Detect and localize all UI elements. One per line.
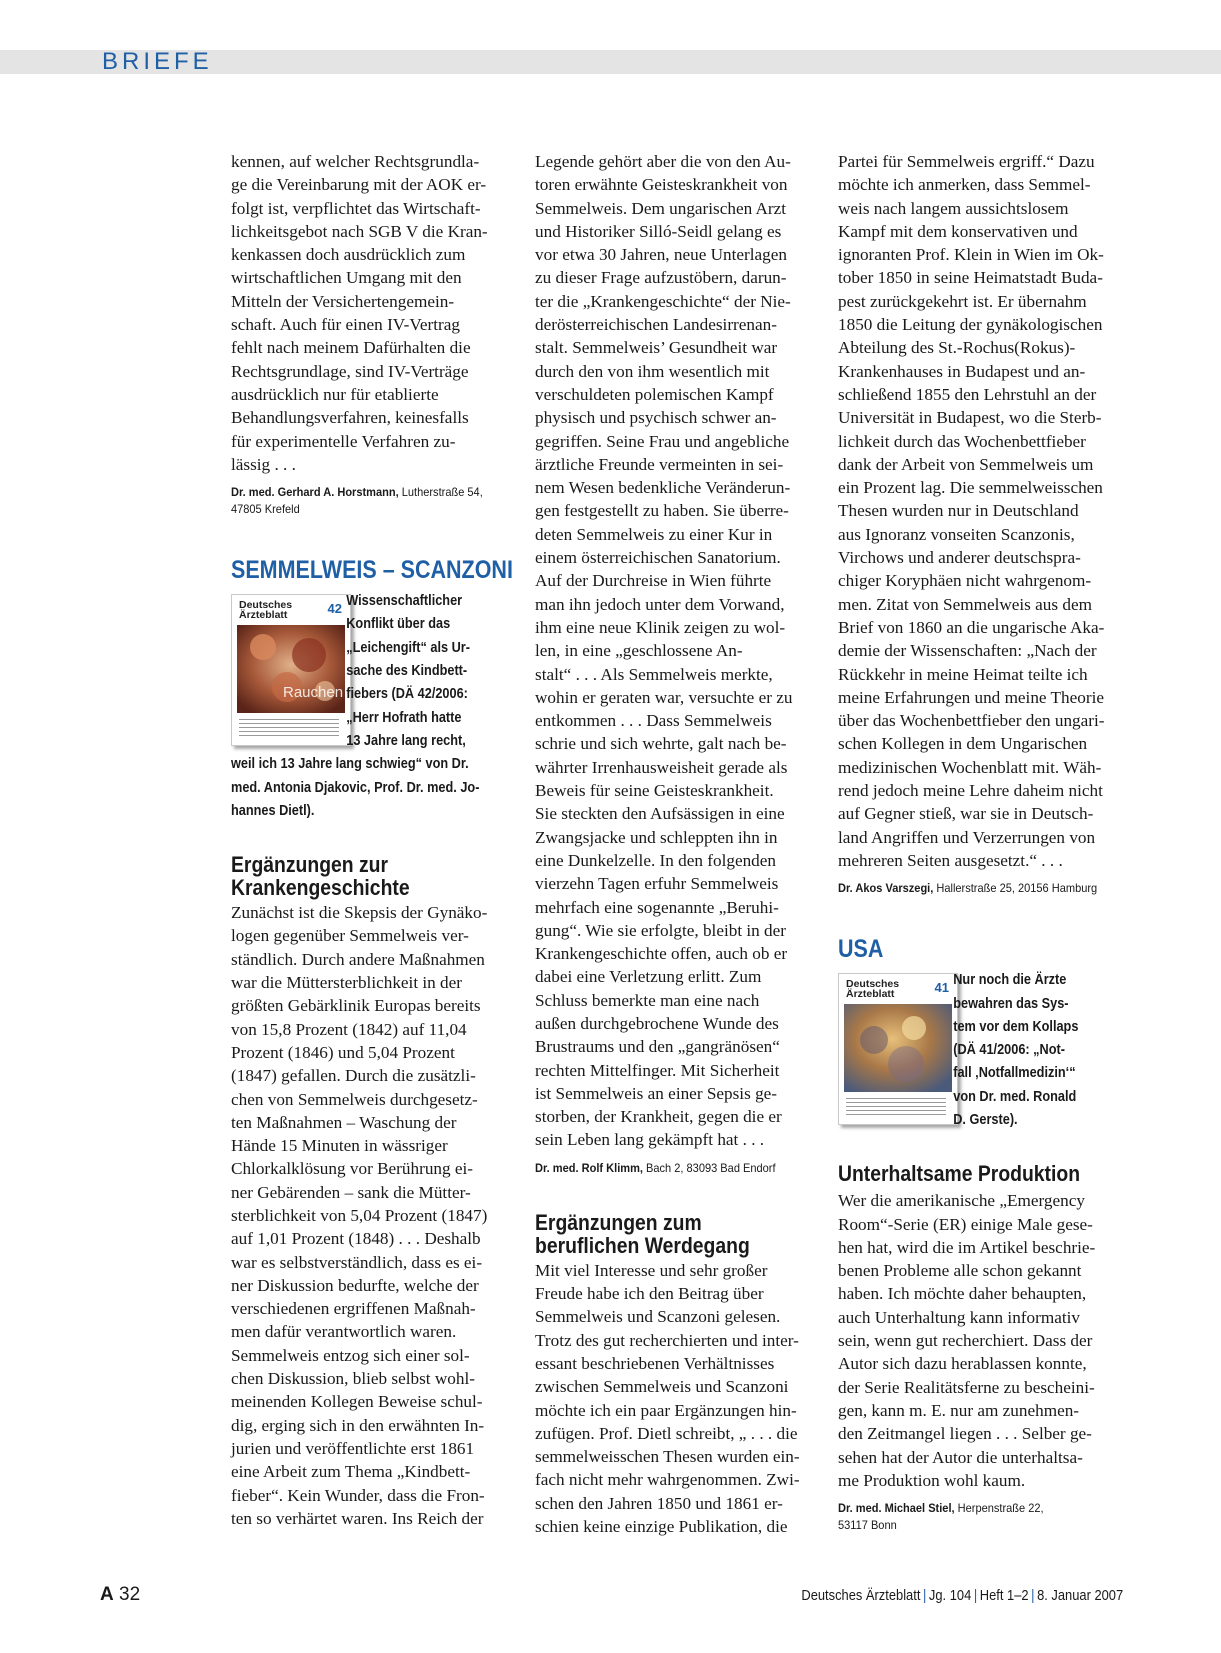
column-3: [838, 150, 1126, 1534]
letter-text-horstmann: kennen, auf welcher Rechtsgrundla- ge die Vereinbarung mit der AOK er- folgt ist, verpflichtet das Wirtschaft- lichkeitsgebot nach SGB V die Kran- kenkassen doch ausdrücklich zum wirtschaftlichen Umgang mit den Mitteln der Versichertengemein- schaft. Auch für einen IV-Vertrag fehlt nach meinem Dafürhalten die Rechtsgrundlage, sind IV-Verträge ausdrücklich nur für etablierte Behandlungsverfahren, keinesfalls für experimentelle Verfahren zu- lässig . . .: [231, 152, 488, 474]
letter-text-varszegi-part1: Mit viel Interesse und sehr großer Freude habe ich den Beitrag über Semmelweis und Scanzoni gelesen. Trotz des gut recherchierten und inter- essant beschriebenen Verhältnisses zwischen Semmelweis und Scanzoni möchte ich ein paar Ergänzungen hin- zufügen. Prof. Dietl schreibt, „ . . . die semmelweisschen Thesen wurden ein- fach nicht mehr wahrgenommen. Zwi- schen den Jahren 1850 und 1861 er- schien keine einzige Publikation, die: [535, 1260, 800, 1537]
footer-separator: |: [973, 1587, 978, 1604]
journal-name: Deutsches Ärzteblatt: [801, 1587, 921, 1604]
footer-separator: |: [922, 1587, 927, 1604]
cover-issue-number: 42: [327, 601, 342, 617]
subheading-werdegang: Ergänzungen zum beruflichen Werdegang: [535, 1209, 750, 1258]
teaser-block-usa: [838, 969, 1126, 1132]
letter-text-varszegi-part2: Partei für Semmelweis ergriff.“ Dazu möchte ich anmerken, dass Semmel- weis nach langem aussichtslosem Kampf mit dem konservativen und ignoranten Prof. Klein in Wien im Ok- tober 1850 in seine Heimatstadt Buda- pest zurückgekehrt ist. Er übernahm 1850 die Leitung der gynäkologischen Abteilung des St.-Rochus(Rokus)- Krankenhauses in Budapest und an- schließend 1855 den Lehrstuhl an der Universität in Budapest, wo die Sterb- lichkeit durch das Wochenbettfieber dank der Arbeit von Semmelweis um ein Prozent lag. Die semmelweisschen Thesen wurden nur in Deutschland aus Ignoranz vonseiten Scanzonis, Virchows und anderer deutschspra- chiger Koryphäen nicht wahrgenom- men. Zitat von Semmelweis aus dem Brief von 1860 an die ungarische Aka- demie der Wissenschaften: „Nach der Rückkehr in meine Heimat teilte ich meine Erfahrungen und meine Theorie über das Wochenbettfieber den ungari- schen Kollegen in dem Ungarischen medizinischen Wochenblatt mit. Wäh- rend jedoch meine Lehre daheim nicht auf Gegner stieß, war sie in Deutsch- land Angriffen und Verzerrungen von mehreren Seiten ausgesetzt.“ . . .: [838, 152, 1105, 870]
subheading-unterhaltsame-produktion: Unterhaltsame Produktion: [838, 1161, 1081, 1187]
signature-stiel: Dr. med. Michael Stiel, Herpenstraße 22, 53117 Bonn: [838, 1501, 1044, 1533]
column-2: [535, 150, 821, 1538]
journal-date: 8. Januar 2007: [1036, 1587, 1123, 1604]
teaser-text-usa: Nur noch die Ärzte bewahren das Sys- tem vor dem Kollaps (DÄ 41/2006: „Not- fall ‚Notfallmedizin‘“ von Dr. med. Ronald D. Gerste).: [953, 972, 1079, 1128]
teaser-text-semmelweis: Wissenschaftlicher Konflikt über das „Leichengift“ als Ur- sache des Kindbett- fiebers (DÄ 42/2006: „Herr Hofrath hatte 13 Jahre lang recht, weil ich 13 Jahre lang schwieg“ von Dr. med. Antonia Djakovic, Prof. Dr. med. Jo- hannes Dietl).: [231, 593, 480, 819]
footer-separator: |: [1030, 1587, 1035, 1604]
letter-text-klimm-part1: Zunächst ist die Skepsis der Gynäko- logen gegenüber Semmelweis ver- ständlich. Durch andere Maßnahmen war die Müttersterblichkeit in der größten Gebärklinik Europas bereits von 15,8 Prozent (1842) auf 11,04 Prozent (1846) und 5,04 Prozent (1847) gefallen. Durch die zusätzli- chen von Semmelweis durchgesetz- ten Maßnahmen – Waschung der Hände 15 Minuten in wässriger Chlorkalklösung vor Berührung ei- ner Gebärenden – sank die Mütter- sterblichkeit von 5,04 Prozent (1847) auf 1,01 Prozent (1848) . . . Deshalb war es selbstverständlich, dass es ei- ner Diskussion bedurfte, welche der verschiedenen ergriffenen Maßnah- men dafür verantwortlich waren. Semmelweis entzog sich einer sol- chen Diskussion, blieb selbst wohl- meinenden Kollegen Beweise schul- dig, erging sich in den erwähnten In- jurien und veröffentlichte erst 1861 eine Arbeit zum Thema „Kindbett- fieber“. Kein Wunder, dass die Fron- ten so verhärtet waren. Ins Reich der: [231, 903, 488, 1528]
teaser-block-semmelweis: [231, 590, 517, 823]
headline-semmelweis-scanzoni: SEMMELWEIS – SCANZONI: [231, 556, 513, 585]
letter-text-stiel: Wer die amerikanische „Emergency Room“-Serie (ER) einige Male gese- hen hat, wird die im Artikel beschrie- benen Probleme alle schon gekannt haben. Ich möchte daher behaupten, auch Unterhaltung kann informativ sein, wenn gut recherchiert. Dass der Autor sich dazu herablassen konnte, der Serie Realitätsferne zu bescheini- gen, kann m. E. nur am zunehmen- den Zeitmangel liegen . . . Selber ge- sehen hat der Autor die unterhaltsa- me Produktion wohl kaum.: [838, 1191, 1096, 1490]
journal-footer: [801, 1587, 1123, 1604]
cover-issue-number: 41: [934, 980, 949, 996]
letter-text-klimm-part2: Legende gehört aber die von den Au- toren erwähnte Geisteskrankheit von Semmelweis. Dem ungarischen Arzt und Historiker Silló-Seidl gelang es vor etwa 30 Jahren, neue Unterlagen zu dieser Frage aufzustöbern, darun- ter die „Krankengeschichte“ der Nie- derösterreichischen Landesirrenan- stalt. Semmelweis’ Gesundheit war durch den von ihm wesentlich mit verschuldeten polemischen Kampf physisch und psychisch schwer an- gegriffen. Seine Frau und angebliche ärztliche Freunde vermeinten in sei- nem Wesen bedenkliche Veränderun- gen festgestellt zu haben. Sie überre- deten Semmelweis zu einer Kur in einem österreichischen Sanatorium. Auf der Durchreise in Wien führte man ihn jedoch unter dem Vorwand, ihm eine neue Klinik zeigen zu wol- len, in eine „geschlossene An- stalt“ . . . Als Semmelweis merkte, wohin er geraten war, versuchte er zu entkommen . . . Dass Semmelweis schrie und sich wehrte, galt nach be- währter Irrenhausweisheit gerade als Beweis für seine Geisteskrankheit. Sie steckten den Aufsässigen in eine Zwangsjacke und schleppten ihn in eine Dunkelzelle. In den folgenden vierzehn Tagen erfuhr Semmelweis mehrfach eine sogenannte „Beruhi- gung“. Wie sie erfolgte, bleibt in der Krankengeschichte offen, auch ob er dabei eine Verletzung erlitt. Zum Schluss bemerkte man eine nach außen durchgebrochene Wunde des Brustraums und den „gangränösen“ rechten Mittelfinger. Mit Sicherheit ist Semmelweis an einer Sepsis ge- storben, der Krankheit, gegen die er sein Leben lang gekämpft hat . . .: [535, 152, 793, 1150]
section-label: BRIEFE: [102, 48, 213, 75]
page-number: A 32: [100, 1584, 141, 1605]
svg-text:Rauchen: Rauchen: [283, 684, 344, 702]
signature-klimm: Dr. med. Rolf Klimm, Bach 2, 83093 Bad Endorf: [535, 1160, 776, 1175]
cover-brand: Deutsches Ärzteblatt: [239, 599, 293, 622]
signature-varszegi: Dr. Akos Varszegi, Hallerstraße 25, 20156 Hamburg: [838, 881, 1098, 896]
subheading-krankengeschichte: Ergänzungen zur Krankengeschichte: [231, 852, 410, 901]
journal-issue: Heft 1–2: [979, 1587, 1029, 1604]
column-1: [231, 150, 517, 1530]
cover-brand: Deutsches Ärzteblatt: [846, 978, 900, 1001]
journal-volume: Jg. 104: [928, 1587, 972, 1604]
headline-usa: USA: [838, 935, 884, 964]
signature-horstmann: Dr. med. Gerhard A. Horstmann, Lutherstraße 54, 47805 Krefeld: [231, 485, 483, 517]
